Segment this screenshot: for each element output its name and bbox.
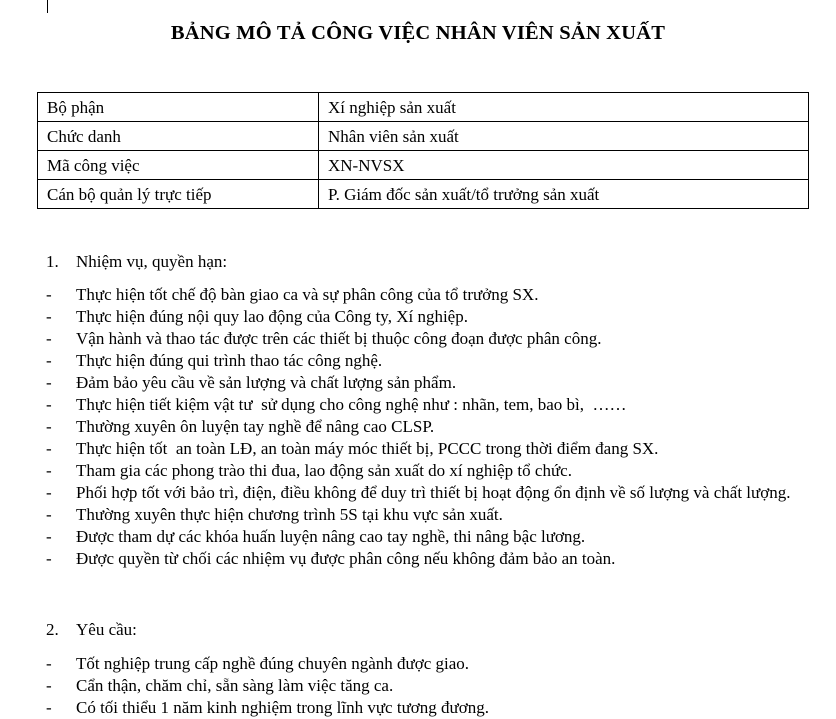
section-number: 2. <box>46 620 59 639</box>
bullet: - <box>46 527 52 546</box>
table-row <box>38 180 809 209</box>
page-title: BẢNG MÔ TẢ CÔNG VIỆC NHÂN VIÊN SẢN XUẤT <box>170 22 666 44</box>
item-text: Được quyền từ chối các nhiệm vụ được phân công nếu không đảm bảo an toàn. <box>76 549 616 568</box>
bullet: - <box>46 483 52 502</box>
item-text: Vận hành và thao tác được trên các thiết bị thuộc công đoạn được phân công. <box>76 329 602 348</box>
section-heading: Nhiệm vụ, quyền hạn: <box>76 252 228 271</box>
row-label: Bộ phận <box>38 93 319 122</box>
row-value: XN-NVSX <box>319 151 809 180</box>
section-heading: Yêu cầu: <box>76 620 137 639</box>
list-item <box>46 284 808 306</box>
bullet: - <box>46 307 52 326</box>
item-text: Thực hiện tiết kiệm vật tư sử dụng cho công nghệ như : nhãn, tem, bao bì, …… <box>76 395 627 414</box>
section-requirements-heading <box>46 620 137 640</box>
list-item <box>46 460 808 482</box>
section-duties-heading <box>46 252 227 272</box>
list-item <box>46 306 808 328</box>
bullet: - <box>46 373 52 392</box>
list-item <box>46 482 808 504</box>
row-value: Nhân viên sản xuất <box>319 122 809 151</box>
list-item <box>46 416 808 438</box>
info-table <box>37 92 809 209</box>
section-number: 1. <box>46 252 59 271</box>
bullet: - <box>46 417 52 436</box>
bullet: - <box>46 676 52 695</box>
item-text: Cẩn thận, chăm chỉ, sẵn sàng làm việc tăng ca. <box>76 676 394 695</box>
item-text: Thực hiện tốt chế độ bàn giao ca và sự phân công của tổ trưởng SX. <box>76 285 539 304</box>
row-label: Cán bộ quản lý trực tiếp <box>38 180 319 209</box>
item-text: Thường xuyên ôn luyện tay nghề để nâng cao CLSP. <box>76 417 435 436</box>
table-row <box>38 93 809 122</box>
bullet: - <box>46 351 52 370</box>
item-text: Tốt nghiệp trung cấp nghề đúng chuyên ngành được giao. <box>76 654 470 673</box>
list-item <box>46 350 808 372</box>
list-item <box>46 675 808 697</box>
duties-list <box>46 284 808 570</box>
list-item <box>46 438 808 460</box>
row-label: Mã công việc <box>38 151 319 180</box>
list-item <box>46 394 808 416</box>
item-text: Được tham dự các khóa huấn luyện nâng cao tay nghề, thi nâng bậc lương. <box>76 527 586 546</box>
item-text: Thực hiện đúng nội quy lao động của Công ty, Xí nghiệp. <box>76 307 468 326</box>
item-text: Đảm bảo yêu cầu về sản lượng và chất lượng sản phẩm. <box>76 373 457 392</box>
list-item <box>46 526 808 548</box>
bullet: - <box>46 549 52 568</box>
text-cursor <box>47 0 48 13</box>
table-row <box>38 122 809 151</box>
item-text: Thực hiện tốt an toàn LĐ, an toàn máy móc thiết bị, PCCC trong thời điểm đang SX. <box>76 439 659 458</box>
bullet: - <box>46 439 52 458</box>
list-item <box>46 653 808 675</box>
item-text: Thực hiện đúng qui trình thao tác công nghệ. <box>76 351 383 370</box>
bullet: - <box>46 654 52 673</box>
item-text: Phối hợp tốt với bảo trì, điện, điều không để duy trì thiết bị hoạt động ổn định về số lượng và chất lượng. <box>76 483 791 502</box>
row-value: Xí nghiệp sản xuất <box>319 93 809 122</box>
requirements-list <box>46 653 808 719</box>
bullet: - <box>46 395 52 414</box>
list-item <box>46 548 808 570</box>
bullet: - <box>46 461 52 480</box>
item-text: Tham gia các phong trào thi đua, lao động sản xuất do xí nghiệp tổ chức. <box>76 461 572 480</box>
list-item <box>46 372 808 394</box>
list-item <box>46 504 808 526</box>
row-label: Chức danh <box>38 122 319 151</box>
bullet: - <box>46 329 52 348</box>
list-item <box>46 328 808 350</box>
table-row <box>38 151 809 180</box>
item-text: Thường xuyên thực hiện chương trình 5S tại khu vực sản xuất. <box>76 505 503 524</box>
bullet: - <box>46 505 52 524</box>
row-value: P. Giám đốc sản xuất/tổ trưởng sản xuất <box>319 180 809 209</box>
item-text: Có tối thiểu 1 năm kinh nghiệm trong lĩnh vực tương đương. <box>76 698 489 717</box>
bullet: - <box>46 698 52 717</box>
bullet: - <box>46 285 52 304</box>
list-item <box>46 697 808 719</box>
